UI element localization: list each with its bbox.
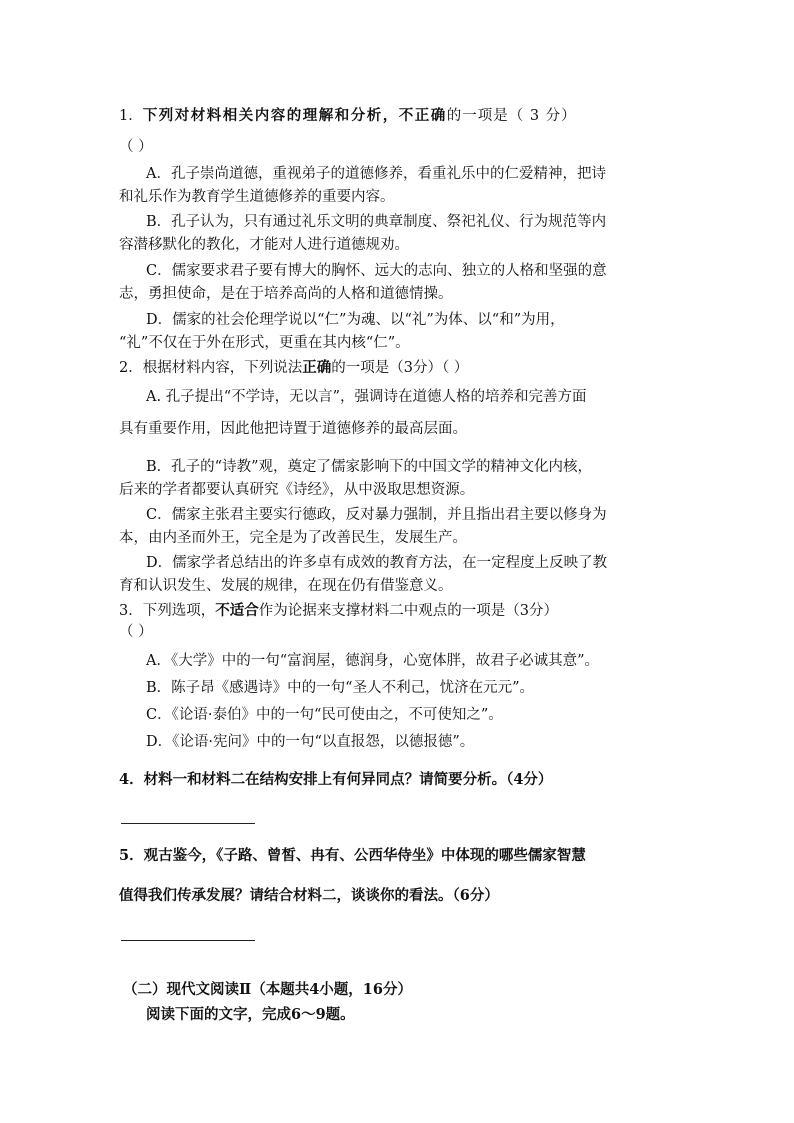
- q1-stem-bold: 下列对材料相关内容的理解和分析，不正确: [142, 107, 447, 124]
- q1-stem: [119, 106, 577, 126]
- q3-stem: [119, 601, 558, 621]
- q2-stem-pre: 2．根据材料内容，下列说法: [119, 360, 303, 376]
- q3-option-a: A．《大学》中的一句“富润屋，德润身，心宽体胖，故君子必诚其意”。: [146, 653, 600, 669]
- q1-option-a-line2: 和礼乐作为教育学生道德修养的重要内容。: [119, 189, 395, 205]
- q2-stem: [119, 358, 468, 378]
- q3-stem-post: 作为论据来支撑材料二中观点的一项是（3分）: [258, 603, 558, 619]
- q1-option-a-line1: A．孔子崇尚道德，重视弟子的道德修养，看重礼乐中的仁爱精神，把诗: [146, 166, 606, 182]
- q2-stem-bold: 正确: [302, 359, 332, 376]
- q3-option-c: C．《论语·泰伯》中的一句“民可使由之，不可使知之”。: [146, 707, 503, 723]
- q2-option-c-line1: C．儒家主张君主要实行德政，反对暴力强制，并且指出君主要以修身为: [146, 507, 607, 523]
- q4-stem: 4．材料一和材料二在结构安排上有何异同点？请简要分析。（4分）: [119, 771, 553, 788]
- q5-stem-line1: 5．观古鉴今，《子路、曾皙、冉有、公西华侍坐》中体现的哪些儒家智慧: [119, 847, 586, 864]
- q1-option-d-line2: “礼”不仅在于外在形式，更重在其内核“仁”。: [119, 335, 410, 351]
- q1-option-c-line1: C．儒家要求君子要有博大的胸怀、远大的志向、独立的人格和坚强的意: [146, 263, 607, 279]
- section-instruction: 阅读下面的文字，完成6～9题。: [146, 1006, 355, 1023]
- q3-stem-bold: 不适合: [215, 602, 259, 619]
- q1-option-c-line2: 志，勇担使命，是在于培养高尚的人格和道德情操。: [119, 286, 453, 302]
- q2-option-b-line1: B．孔子的“诗教”观，奠定了儒家影响下的中国文学的精神文化内核，: [146, 459, 592, 475]
- q1-stem-tail: 的一项是（ 3 分）: [446, 108, 577, 124]
- q2-stem-post: 的一项是（3分）（ ）: [331, 360, 469, 376]
- q1-option-b-line2: 容潜移默化的教化，才能对人进行道德规劝。: [119, 237, 409, 253]
- q1-option-d-line1: D．儒家的社会伦理学说以“仁”为魂、以“礼”为体、以“和”为用，: [146, 312, 565, 328]
- q2-option-a-line1: A. 孔子提出“不学诗，无以言”，强调诗在道德人格的培养和完善方面: [146, 389, 587, 405]
- q3-answer-paren: （ ）: [119, 624, 153, 640]
- q2-option-b-line2: 后来的学者都要认真研究《诗经》，从中汲取思想资源。: [119, 482, 475, 498]
- q1-answer-paren: （ ）: [119, 139, 153, 155]
- q2-option-c-line2: 本，由内圣而外王，完全是为了改善民生，发展生产。: [119, 530, 467, 546]
- section-title: （二）现代文阅读Ⅱ（本题共4小题，16分）: [123, 981, 412, 998]
- q3-option-b: B．陈子昂《感遇诗》中的一句“圣人不利己，忧济在元元”。: [146, 680, 534, 696]
- q3-stem-pre: 3．下列选项，: [119, 603, 216, 619]
- q3-option-d: D．《论语·宪问》中的一句“以直报怨，以德报德”。: [146, 734, 475, 750]
- q2-option-a-line2: 具有重要作用，因此他把诗置于道德修养的最高层面。: [119, 421, 467, 437]
- q1-number: 1．: [119, 108, 143, 124]
- q4-answer-line[interactable]: [121, 823, 255, 824]
- q2-option-d-line2: 育和认识发生、发展的规律，在现在仍有借鉴意义。: [119, 578, 453, 594]
- q1-option-b-line1: B．孔子认为，只有通过礼乐文明的典章制度、祭祀礼仪、行为规范等内: [146, 214, 607, 230]
- q5-answer-line[interactable]: [121, 940, 255, 941]
- q2-option-d-line1: D．儒家学者总结出的许多卓有成效的教育方法，在一定程度上反映了教: [146, 555, 608, 571]
- q5-stem-line2: 值得我们传承发展？请结合材料二，谈谈你的看法。（6分）: [119, 887, 499, 904]
